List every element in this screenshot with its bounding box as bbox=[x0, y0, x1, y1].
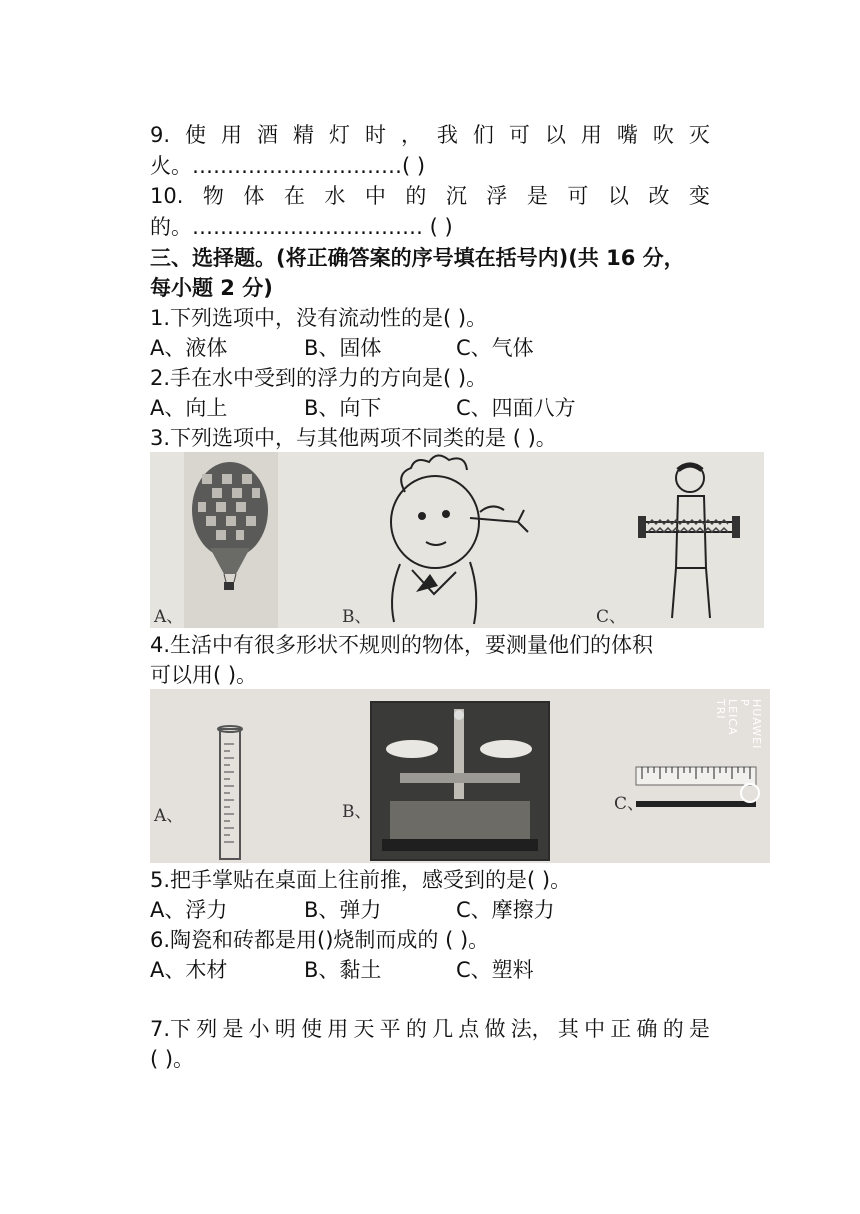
q9-char: 吹 bbox=[652, 123, 674, 147]
q7-char: 使 bbox=[301, 1017, 323, 1041]
option-b: B、黏土 bbox=[304, 958, 382, 982]
q7-char: 的 bbox=[405, 1017, 427, 1041]
option-c: C、摩擦力 bbox=[456, 898, 555, 922]
q10-char: 沉 bbox=[445, 184, 467, 208]
q7-char: 法， bbox=[510, 1017, 553, 1041]
option-b: B、向下 bbox=[304, 396, 382, 420]
q10-char: 是 bbox=[526, 184, 548, 208]
q7-char: 小 bbox=[248, 1017, 270, 1041]
q9-char: 用 bbox=[580, 123, 602, 147]
q5-stem: 5.把手掌贴在桌面上往前推，感受到的是( )。 bbox=[150, 868, 572, 892]
q7-line1 bbox=[150, 1014, 710, 1044]
q3-label-c: C、 bbox=[596, 607, 627, 627]
q7-char: 确 bbox=[636, 1017, 658, 1041]
q7-char: 点 bbox=[458, 1017, 480, 1041]
q10-char: 中 bbox=[364, 184, 386, 208]
q5-options bbox=[150, 895, 555, 925]
q2-options bbox=[150, 393, 576, 423]
q7-line2: ( )。 bbox=[150, 1047, 195, 1071]
q7-char: 正 bbox=[610, 1017, 632, 1041]
q9-char: 用 bbox=[221, 123, 243, 147]
q4-illustrations bbox=[150, 689, 770, 863]
q10-char: 浮 bbox=[486, 184, 508, 208]
q3-label-b: B、 bbox=[342, 607, 372, 627]
q3-label-a: A、 bbox=[154, 607, 184, 627]
q10-char: 以 bbox=[607, 184, 629, 208]
q3-stem: 3.下列选项中，与其他两项不同类的是 ( )。 bbox=[150, 426, 557, 450]
q3-illustrations bbox=[150, 452, 764, 628]
q4-stem-line1: 4.生活中有很多形状不规则的物体，要测量他们的体积 bbox=[150, 633, 654, 657]
q7-char: 是 bbox=[222, 1017, 244, 1041]
q10-char: 可 bbox=[567, 184, 589, 208]
q9-char: 嘴 bbox=[616, 123, 638, 147]
q9-char: 我 bbox=[436, 123, 458, 147]
q6-stem: 6.陶瓷和砖都是用()烧制而成的 ( )。 bbox=[150, 928, 490, 952]
q7-char: 平 bbox=[379, 1017, 401, 1041]
q4-label-c: C、 bbox=[614, 794, 645, 814]
q7-char: 明 bbox=[274, 1017, 296, 1041]
q9-char: 9. bbox=[150, 123, 171, 147]
q7-char: 的 bbox=[662, 1017, 684, 1041]
option-a: A、浮力 bbox=[150, 898, 228, 922]
q7-char: 做 bbox=[484, 1017, 506, 1041]
q7-char: 中 bbox=[584, 1017, 606, 1041]
section-title: 三、选择题。(将正确答案的序号填在括号内)(共 16 分， bbox=[150, 246, 685, 270]
watermark-line2: LEICA TRI bbox=[714, 699, 739, 736]
q9-line1 bbox=[150, 120, 710, 150]
option-c: C、四面八方 bbox=[456, 396, 576, 420]
option-c: C、塑料 bbox=[456, 958, 534, 982]
q10-char: 体 bbox=[243, 184, 265, 208]
q9-char: 可 bbox=[508, 123, 530, 147]
q10-line2: 的。…………………………… ( ) bbox=[150, 215, 453, 239]
q10-char: 的 bbox=[405, 184, 427, 208]
q7-char: 几 bbox=[432, 1017, 454, 1041]
q4-photo bbox=[150, 689, 770, 863]
q10-char: 改 bbox=[648, 184, 670, 208]
q10-char: 水 bbox=[324, 184, 346, 208]
q9-char: 灭 bbox=[688, 123, 710, 147]
q7-char: 列 bbox=[196, 1017, 218, 1041]
q6-options bbox=[150, 955, 534, 985]
option-a: A、向上 bbox=[150, 396, 228, 420]
q9-line2: 火。…………………………( ) bbox=[150, 154, 426, 178]
q9-char: 使 bbox=[185, 123, 207, 147]
q9-char: ， bbox=[400, 123, 422, 147]
q7-char: 其 bbox=[557, 1017, 579, 1041]
q9-char: 灯 bbox=[328, 123, 350, 147]
q4-label-b: B、 bbox=[342, 802, 372, 822]
q9-char: 以 bbox=[544, 123, 566, 147]
q9-char: 们 bbox=[472, 123, 494, 147]
q1-options bbox=[150, 333, 534, 363]
option-c: C、气体 bbox=[456, 336, 534, 360]
q7-char: 是 bbox=[688, 1017, 710, 1041]
q10-char: 在 bbox=[283, 184, 305, 208]
q10-char: 10. bbox=[150, 184, 184, 208]
camera-watermark bbox=[714, 699, 768, 779]
q7-char: 用 bbox=[327, 1017, 349, 1041]
q7-char: 天 bbox=[353, 1017, 375, 1041]
q9-char: 精 bbox=[292, 123, 314, 147]
option-a: A、木材 bbox=[150, 958, 228, 982]
q10-char: 变 bbox=[688, 184, 710, 208]
q9-char: 酒 bbox=[257, 123, 278, 147]
q10-line1 bbox=[150, 181, 710, 211]
q4-label-a: A、 bbox=[154, 806, 184, 826]
q2-stem: 2.手在水中受到的浮力的方向是( )。 bbox=[150, 366, 488, 390]
q3-photo bbox=[150, 452, 764, 628]
q7-char: 7.下 bbox=[150, 1017, 192, 1041]
watermark-line1: HUAWEI P bbox=[738, 699, 763, 750]
option-b: B、固体 bbox=[304, 336, 382, 360]
option-a: A、液体 bbox=[150, 336, 228, 360]
q10-char: 物 bbox=[202, 184, 224, 208]
q9-char: 时 bbox=[364, 123, 386, 147]
q4-stem-line2: 可以用( )。 bbox=[150, 663, 258, 687]
option-b: B、弹力 bbox=[304, 898, 382, 922]
section-subtitle: 每小题 2 分) bbox=[150, 276, 273, 300]
q1-stem: 1.下列选项中，没有流动性的是( )。 bbox=[150, 306, 488, 330]
